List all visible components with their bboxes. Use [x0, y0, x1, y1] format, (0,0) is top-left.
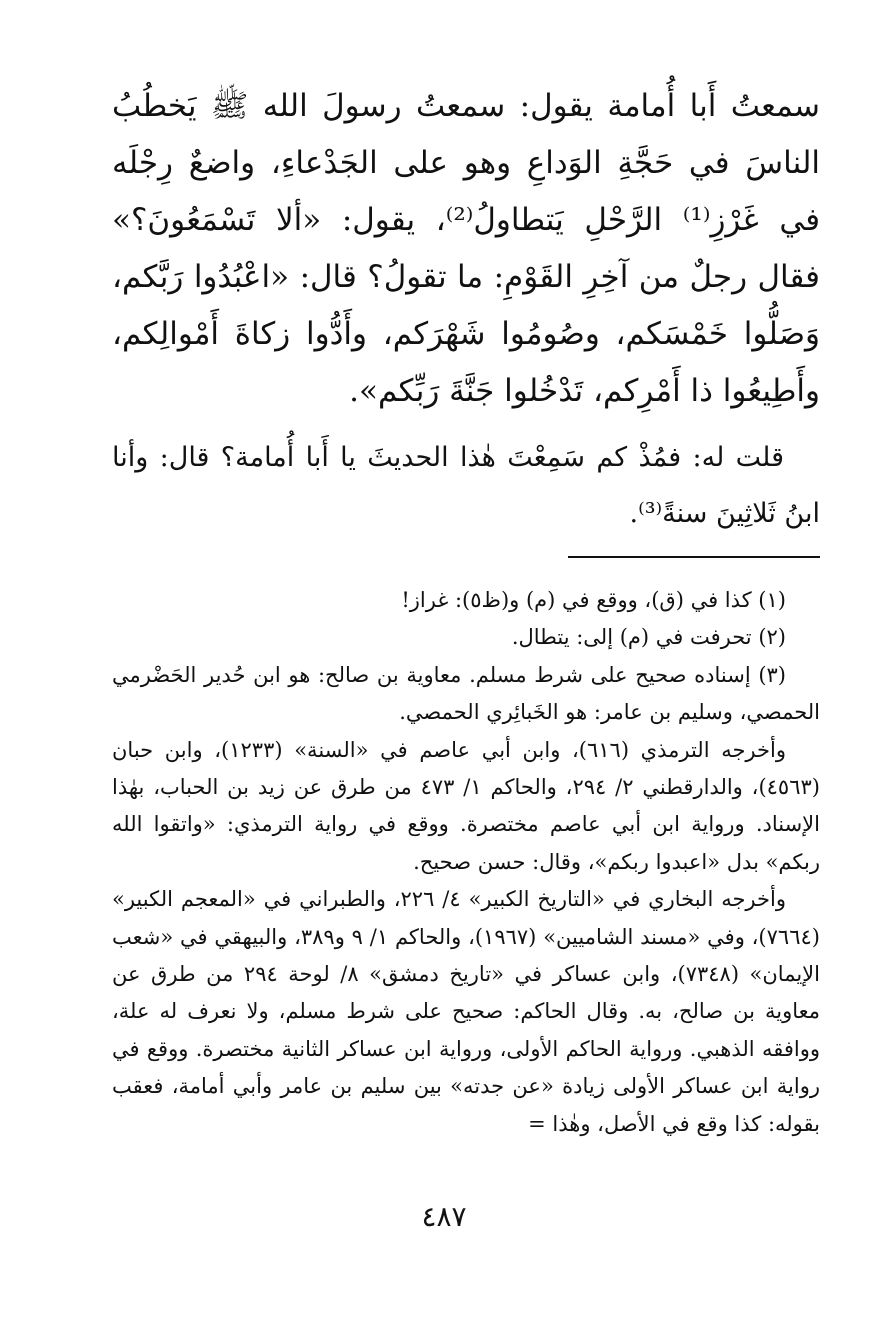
footnotes [112, 582, 820, 1143]
footnote-3-continued: وأخرجه الترمذي (٦١٦)، وابن أبي عاصم في «السنة» (١٢٣٣)، وابن حبان (٤٥٦٣)، والدارقطني ٢/ ٢٩٤، والحاكم ١/ ٤٧٣ من طرق عن زيد بن الحباب، بهٰذا الإسناد. ورواية ابن أبي عاصم مختصرة. ووقع في رواية الترمذي: «واتقوا الله ربكم» بدل «اعبدوا ربكم»، وقال: حسن صحيح. [112, 737, 820, 874]
footnote-1: (١) كذا في (ق)، ووقع في (م) و(ظ٥): غراز! [401, 588, 786, 612]
hadith-paragraph: سمعتُ أَبا أُمامة يقول: سمعتُ رسولَ الله ﷺ يَخطُبُ الناسَ في حَجَّةِ الوَداعِ وهو على الجَدْعاءِ، واضعٌ رِجْلَه في غَرْزِ⁽¹⁾ الرَّحْلِ يَتطاولُ⁽²⁾، يقول: «ألا تَسْمَعُونَ؟» فقال رجلٌ من آخِرِ القَوْمِ: ما تقولُ؟ قال: «اعْبُدُوا رَبَّكم، وَصَلُّوا خَمْسَكم، وصُومُوا شَهْرَكم، وأَدُّوا زكاةَ أَمْوالِكم، وأَطِيعُوا ذا أَمْرِكم، تَدْخُلوا جَنَّةَ رَبِّكم». [112, 88, 821, 409]
question-paragraph: قلت له: فمُذْ كم سَمِعْتَ هٰذا الحديثَ يا أَبا أُمامة؟ قال: وأنا ابنُ ثَلاثِينَ سنةً⁽³⁾. [112, 442, 820, 529]
footnote-divider [568, 556, 820, 558]
footnote-3-continued-2: وأخرجه البخاري في «التاريخ الكبير» ٤/ ٢٢٦، والطبراني في «المعجم الكبير» (٧٦٦٤)، وفي «مسند الشاميين» (١٩٦٧)، والحاكم ١/ ٩ و٣٨٩، والبيهقي في «شعب الإيمان» (٧٣٤٨)، وابن عساكر في «تاريخ دمشق» ٨/ لوحة ٢٩٤ من طرق عن معاوية بن صالح، به. وقال الحاكم: صحيح على شرط مسلم، ولا نعرف له علة، ووافقه الذهبي. ورواية الحاكم الأولى، ورواية ابن عساكر الثانية مختصرة. ووقع في رواية ابن عساكر الأولى زيادة «عن جدته» بين سليم بن عامر وأبي أمامة، فعقب بقوله: كذا وقع في الأصل، وهٰذا = [112, 887, 820, 1136]
footnote-2: (٢) تحرفت في (م) إلى: يتطال. [511, 625, 786, 650]
footnote-3: (٣) إسناده صحيح على شرط مسلم. معاوية بن صالح: هو ابن حُدير الحَضْرمي الحمصي، وسليم بن عامر: هو الخَبائِري الحمصي. [112, 662, 820, 725]
main-text [112, 78, 820, 542]
page-number: ٤٨٧ [421, 1200, 467, 1233]
